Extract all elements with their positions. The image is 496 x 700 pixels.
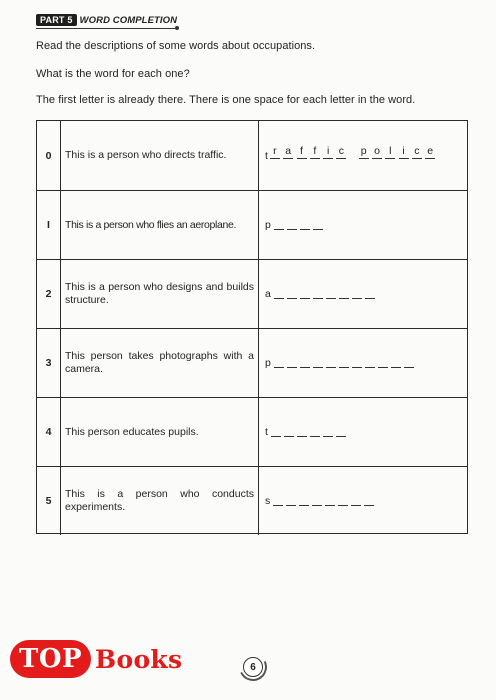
page-number-badge — [239, 653, 267, 681]
letter-slot[interactable] — [284, 423, 294, 437]
table-row — [37, 190, 467, 259]
logo-word: Books — [95, 644, 183, 674]
letter-slot: c — [336, 145, 346, 159]
letter-slot: i — [399, 145, 409, 159]
letter-slot[interactable] — [299, 492, 309, 506]
first-letter: t — [265, 149, 268, 162]
letter-slot: i — [323, 145, 333, 159]
answer-blank[interactable] — [259, 260, 467, 328]
first-letter: p — [265, 357, 271, 369]
letter-slot[interactable] — [297, 423, 307, 437]
row-number: 4 — [37, 398, 61, 466]
letter-slot[interactable] — [339, 354, 349, 368]
letter-slot[interactable] — [274, 216, 284, 230]
letter-slot[interactable] — [323, 423, 333, 437]
letter-slot: p — [359, 145, 369, 159]
table-row — [37, 121, 467, 190]
letter-slot[interactable] — [287, 285, 297, 299]
row-number: 3 — [37, 329, 61, 397]
letter-slot[interactable] — [365, 354, 375, 368]
table-row — [37, 397, 467, 466]
row-description: This is a person who designs and builds structure. — [61, 260, 259, 328]
table-row — [37, 466, 467, 535]
section-header — [36, 14, 177, 26]
letter-slot[interactable] — [352, 354, 362, 368]
letter-slot: l — [385, 145, 395, 159]
instruction-line-3: The first letter is already there. There is one space for each letter in the word. — [36, 94, 416, 106]
letter-slots[interactable] — [271, 424, 349, 441]
letter-slot: e — [425, 145, 435, 159]
first-letter: s — [265, 495, 271, 507]
letter-slot[interactable] — [300, 216, 310, 230]
letter-slot[interactable] — [325, 492, 335, 506]
letter-slot[interactable] — [271, 423, 281, 437]
letter-slot[interactable] — [378, 354, 388, 368]
letter-slot: a — [283, 145, 293, 159]
letter-slot[interactable] — [312, 492, 322, 506]
instruction-line-2: What is the word for each one? — [36, 68, 190, 80]
letter-slot[interactable] — [364, 492, 374, 506]
letter-slots[interactable] — [274, 286, 378, 303]
row-number: 5 — [37, 467, 61, 535]
letter-slot[interactable] — [351, 492, 361, 506]
answer-blank[interactable] — [259, 467, 467, 535]
letter-slot[interactable] — [287, 354, 297, 368]
letter-slot[interactable] — [310, 423, 320, 437]
letter-slot[interactable] — [326, 285, 336, 299]
answer-blank[interactable] — [259, 191, 467, 259]
letter-slot[interactable] — [300, 285, 310, 299]
answer-example — [259, 121, 467, 190]
page-number: 6 — [243, 657, 263, 677]
word-completion-table — [36, 120, 468, 534]
letter-slot[interactable] — [339, 285, 349, 299]
row-number: I — [37, 191, 61, 259]
answer-blank[interactable] — [259, 398, 467, 466]
letter-slot[interactable] — [313, 354, 323, 368]
letter-slot: f — [297, 145, 307, 159]
filled-answer — [265, 146, 438, 160]
table-row — [37, 328, 467, 397]
instruction-line-1: Read the descriptions of some words about occupations. — [36, 40, 316, 52]
letter-slot[interactable] — [286, 492, 296, 506]
letter-slot[interactable] — [326, 354, 336, 368]
first-letter: t — [265, 426, 268, 438]
letter-slots[interactable] — [274, 355, 417, 372]
letter-slot: f — [310, 145, 320, 159]
letter-slot[interactable] — [274, 354, 284, 368]
letter-slot[interactable] — [391, 354, 401, 368]
letter-slot[interactable] — [336, 423, 346, 437]
letter-slot[interactable] — [300, 354, 310, 368]
topbooks-logo — [10, 640, 182, 678]
letter-slot[interactable] — [404, 354, 414, 368]
row-number: 2 — [37, 260, 61, 328]
row-description: This person educates pupils. — [61, 398, 259, 466]
first-letter: p — [265, 219, 271, 231]
row-description: This person takes photographs with a camera. — [61, 329, 259, 397]
row-description: This is a person who conducts experiments. — [61, 467, 259, 535]
letter-slots[interactable] — [273, 493, 377, 510]
header-underline — [36, 28, 176, 29]
letter-slot[interactable] — [273, 492, 283, 506]
row-number: 0 — [37, 121, 61, 190]
row-description: This is a person who flies an aeroplane. — [61, 191, 259, 259]
section-title: WORD COMPLETION — [79, 14, 178, 26]
letter-slot: o — [372, 145, 382, 159]
letter-slot: r — [270, 145, 280, 159]
letter-slot[interactable] — [313, 285, 323, 299]
part-badge: PART 5 — [36, 14, 77, 26]
first-letter: a — [265, 288, 271, 300]
letter-slots[interactable] — [274, 217, 326, 234]
table-row — [37, 259, 467, 328]
letter-slot[interactable] — [274, 285, 284, 299]
answer-blank[interactable] — [259, 329, 467, 397]
letter-slot[interactable] — [365, 285, 375, 299]
letter-slot[interactable] — [338, 492, 348, 506]
logo-pill: TOP — [10, 640, 91, 678]
letter-slot: c — [412, 145, 422, 159]
letter-slot[interactable] — [313, 216, 323, 230]
letter-slot[interactable] — [287, 216, 297, 230]
row-description: This is a person who directs traffic. — [61, 121, 259, 190]
letter-slot[interactable] — [352, 285, 362, 299]
